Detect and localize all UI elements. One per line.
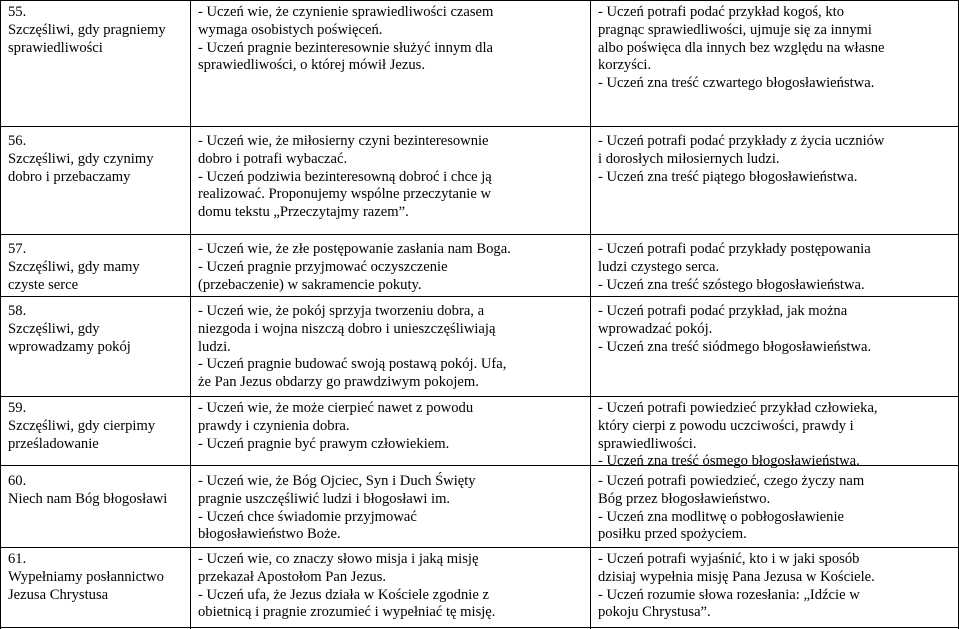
knowledge-line: - Uczeń wie, że złe postępowanie zasłania nam Boga. [198, 241, 511, 257]
lesson-title-line: Jezusa Chrystusa [8, 586, 109, 603]
table-border-top [0, 0, 959, 1]
row-56-title [8, 133, 188, 186]
knowledge-line: błogosławieństwo Boże. [198, 526, 341, 543]
knowledge-line: - Uczeń chce świadomie przyjmować [198, 508, 417, 525]
knowledge-line: - Uczeń ufa, że Jezus działa w Kościele zgodnie z [198, 586, 489, 603]
lesson-title-line: Szczęśliwi, gdy pragniemy [8, 21, 166, 38]
knowledge-line: - Uczeń wie, że Bóg Ojciec, Syn i Duch Święty [198, 473, 476, 489]
row-divider [0, 547, 959, 548]
skills-line: - Uczeń zna treść ósmego błogosławieństwa. [598, 453, 860, 470]
knowledge-line: niezgoda i wojna niszczą dobro i unieszczęśliwiają [198, 320, 496, 337]
knowledge-line: - Uczeń wie, że może cierpieć nawet z powodu [198, 400, 474, 416]
knowledge-line: że Pan Jezus obdarzy go prawdziwym pokojem. [198, 374, 479, 391]
row-57-skills [598, 241, 954, 294]
lesson-number: 61. [8, 551, 27, 567]
lesson-number: 57. [8, 241, 27, 257]
row-55-knowledge [198, 4, 584, 75]
lesson-title-line: Wypełniamy posłannictwo [8, 568, 164, 585]
column-divider [190, 0, 191, 629]
skills-line: - Uczeń potrafi powiedzieć, czego życzy nam [598, 473, 865, 489]
lesson-title-line: Niech nam Bóg błogosławi [8, 490, 168, 507]
lesson-number: 60. [8, 473, 27, 489]
row-60-knowledge [198, 473, 584, 544]
row-divider [0, 234, 959, 235]
knowledge-line: prawdy i czynienia dobra. [198, 417, 350, 434]
lesson-title-line: wprowadzamy pokój [8, 338, 131, 355]
row-61-title [8, 551, 188, 604]
lesson-number: 55. [8, 4, 27, 20]
skills-line: - Uczeń zna modlitwę o pobłogosławienie [598, 508, 844, 525]
skills-line: - Uczeń potrafi podać przykład, jak można [598, 303, 848, 319]
row-58-skills [598, 303, 954, 356]
row-55-skills [598, 4, 954, 93]
row-55-title [8, 4, 188, 57]
knowledge-line: obietnicą i pragnie zrozumieć i wypełniać tę misję. [198, 604, 496, 621]
skills-line: - Uczeń rozumie słowa rozesłania: „Idźcie w [598, 586, 860, 603]
lesson-title-line: Szczęśliwi, gdy czynimy [8, 150, 154, 167]
lesson-title-line: prześladowanie [8, 435, 99, 452]
lesson-title-line: Szczęśliwi, gdy mamy [8, 258, 140, 275]
skills-line: - Uczeń potrafi podać przykłady z życia uczniów [598, 133, 885, 149]
knowledge-line: - Uczeń pragnie budować swoją postawą pokój. Ufa, [198, 356, 507, 373]
skills-line: - Uczeń potrafi podać przykład kogoś, kto [598, 4, 844, 20]
row-divider [0, 296, 959, 297]
row-58-title [8, 303, 188, 356]
column-divider [590, 0, 591, 629]
row-56-skills [598, 133, 954, 186]
lesson-title-line: Szczęśliwi, gdy cierpimy [8, 417, 156, 434]
skills-line: wprowadzać pokój. [598, 320, 713, 337]
lesson-title-line: sprawiedliwości [8, 39, 103, 56]
knowledge-line: - Uczeń pragnie przyjmować oczyszczenie [198, 258, 448, 275]
knowledge-line: sprawiedliwości, o której mówił Jezus. [198, 57, 425, 74]
knowledge-line: - Uczeń wie, co znaczy słowo misja i jaką misję [198, 551, 479, 567]
knowledge-line: domu tekstu „Przeczytajmy razem”. [198, 204, 409, 221]
skills-line: który cierpi z powodu uczciwości, prawdy i [598, 417, 854, 434]
knowledge-line: pragnie uszczęśliwić ludzi i błogosławi im. [198, 490, 451, 507]
row-57-knowledge [198, 241, 584, 294]
skills-line: - Uczeń zna treść piątego błogosławieństwa. [598, 168, 858, 185]
row-59-title [8, 400, 188, 453]
lesson-title-line: dobro i przebaczamy [8, 168, 131, 185]
knowledge-line: - Uczeń wie, że czynienie sprawiedliwości czasem [198, 4, 494, 20]
skills-line: posiłku przed spożyciem. [598, 526, 747, 543]
knowledge-line: przekazał Apostołom Pan Jezus. [198, 568, 387, 585]
table-border-left [0, 0, 1, 629]
skills-line: - Uczeń zna treść czwartego błogosławieństwa. [598, 75, 875, 92]
skills-line: albo poświęca dla innych bez względu na własne [598, 39, 885, 56]
row-60-skills [598, 473, 954, 544]
knowledge-line: ludzi. [198, 338, 231, 355]
skills-line: sprawiedliwości. [598, 435, 697, 452]
row-divider [0, 126, 959, 127]
knowledge-line: dobro i potrafi wybaczać. [198, 150, 348, 167]
lesson-number: 59. [8, 400, 27, 416]
skills-line: - Uczeń zna treść szóstego błogosławieństwa. [598, 276, 865, 293]
table-border-bottom [0, 627, 959, 628]
knowledge-line: - Uczeń pragnie być prawym człowiekiem. [198, 435, 450, 452]
skills-line: - Uczeń potrafi podać przykłady postępowania [598, 241, 871, 257]
row-57-title [8, 241, 188, 294]
skills-line: pokoju Chrystusa”. [598, 604, 711, 621]
row-58-knowledge [198, 303, 584, 392]
knowledge-line: - Uczeń pragnie bezinteresownie służyć innym dla [198, 39, 494, 56]
lesson-number: 58. [8, 303, 27, 319]
row-60-title [8, 473, 188, 509]
skills-line: - Uczeń zna treść siódmego błogosławieństwa. [598, 338, 872, 355]
row-59-knowledge [198, 400, 584, 453]
knowledge-line: - Uczeń wie, że pokój sprzyja tworzeniu dobra, a [198, 303, 485, 319]
skills-line: pragnąc sprawiedliwości, ujmuje się za innymi [598, 21, 872, 38]
row-59-skills [598, 400, 954, 471]
lesson-title-line: czyste serce [8, 276, 79, 293]
row-61-skills [598, 551, 954, 622]
skills-line: i dorosłych miłosiernych ludzi. [598, 150, 780, 167]
skills-line: Bóg przez błogosławieństwo. [598, 490, 771, 507]
knowledge-line: (przebaczenie) w sakramencie pokuty. [198, 276, 422, 293]
row-61-knowledge [198, 551, 584, 622]
skills-line: - Uczeń potrafi wyjaśnić, kto i w jaki sposób [598, 551, 860, 567]
knowledge-line: realizować. Proponujemy wspólne przeczytanie w [198, 186, 491, 203]
skills-line: dzisiaj wypełnia misję Pana Jezusa w Kościele. [598, 568, 875, 585]
skills-line: ludzi czystego serca. [598, 258, 720, 275]
row-divider [0, 396, 959, 397]
skills-line: - Uczeń potrafi powiedzieć przykład człowieka, [598, 400, 878, 416]
knowledge-line: - Uczeń podziwia bezinteresowną dobroć i chce ją [198, 168, 492, 185]
skills-line: korzyści. [598, 57, 652, 74]
lesson-title-line: Szczęśliwi, gdy [8, 320, 100, 337]
row-56-knowledge [198, 133, 584, 222]
knowledge-line: wymaga osobistych poświęceń. [198, 21, 383, 38]
lesson-number: 56. [8, 133, 27, 149]
knowledge-line: - Uczeń wie, że miłosierny czyni bezinteresownie [198, 133, 489, 149]
